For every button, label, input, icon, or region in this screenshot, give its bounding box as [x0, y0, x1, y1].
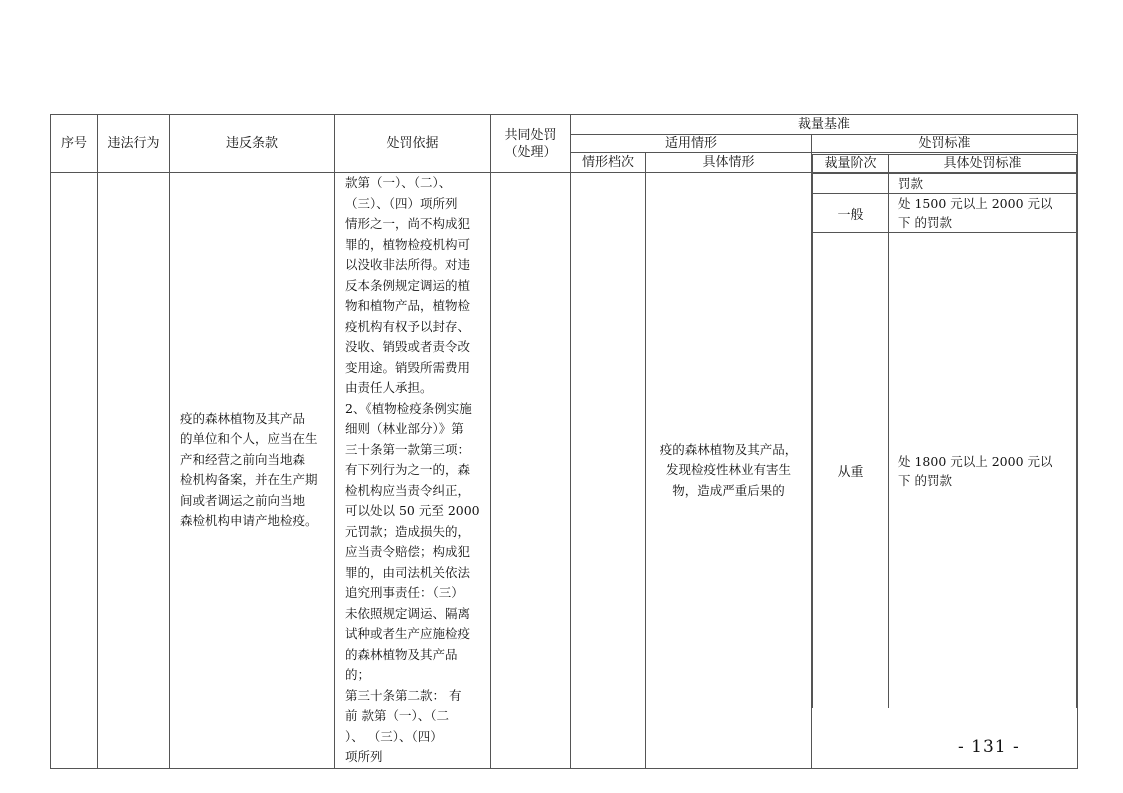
- penalty-levels: [812, 173, 1077, 708]
- header-penalty-standard: 处罚标准: [812, 134, 1078, 153]
- header-discretion-level: 裁量阶次: [813, 154, 889, 172]
- level-standard: 处 1500 元以上 2000 元以 下 的罚款: [889, 194, 1077, 233]
- header-applicable-situation: 适用情形: [571, 134, 812, 153]
- header-penalty-basis: 处罚依据: [335, 115, 491, 173]
- penalty-standard-subheader: [812, 154, 1077, 172]
- header-violated-clause: 违反条款: [170, 115, 335, 173]
- cell-violated-clause: 疫的森林植物及其产品 的单位和个人，应当在生 产和经营之前向当地森 检机构备案，并在生产期 间或者调运之前向当地 森检机构申请产地检疫。: [180, 410, 318, 529]
- level-standard: 罚款: [889, 174, 1077, 194]
- page-number: - 131 -: [958, 737, 1020, 757]
- header-specific-penalty: 具体处罚标准: [889, 154, 1077, 172]
- header-violation: 违法行为: [98, 115, 170, 173]
- level-label: [813, 174, 889, 194]
- header-joint-penalty: 共同处罚 （处理）: [491, 115, 571, 173]
- cell-violation: [98, 173, 170, 769]
- header-situation-level: 情形档次: [571, 153, 646, 173]
- header-discretion-standard: 裁量基准: [571, 115, 1078, 135]
- cell-penalty-basis: 款第（一）、（二）、 （三）、（四）项所列 情形之一，尚不构成犯 罪的，植物检疫机构可 以没收非法所得。对违 反本条例规定调运的植 物和植物产品，植物检 疫机构有权予以封存、 没收、销毁或者责令改 变用途。销毁所需费用 由责任人承担。 2、《植物检疫条例实施 细则（林业部分）》第 三十条第一款第三项： 有下列行为之一的，森 检机构应当责令纠正， 可以处以 50 元至 2000 元罚款；造成损失的， 应当责令赔偿；构成犯 罪的，由司法机关依法 追究刑事责任：（三） 未依照规定调运、隔离 试种或者生产应施检疫 的森林植物及其产品 的； 第三十条第二款： 有 前 款第（一）、（二 ）、 （三）、（四） 项所列: [345, 175, 480, 764]
- level-label: 一般: [813, 194, 889, 233]
- cell-specific-situation: 疫的森林植物及其产品， 发现检疫性林业有害生 物，造成严重后果的: [659, 441, 798, 498]
- header-specific-situation: 具体情形: [646, 153, 812, 173]
- penalty-discretion-table: [50, 114, 1078, 769]
- cell-joint-penalty: [491, 173, 571, 769]
- level-label: 从重: [813, 233, 889, 709]
- cell-situation-level: [571, 173, 646, 769]
- level-standard: 处 1800 元以上 2000 元以 下 的罚款: [889, 233, 1077, 709]
- cell-seq: [51, 173, 98, 769]
- header-seq: 序号: [51, 115, 98, 173]
